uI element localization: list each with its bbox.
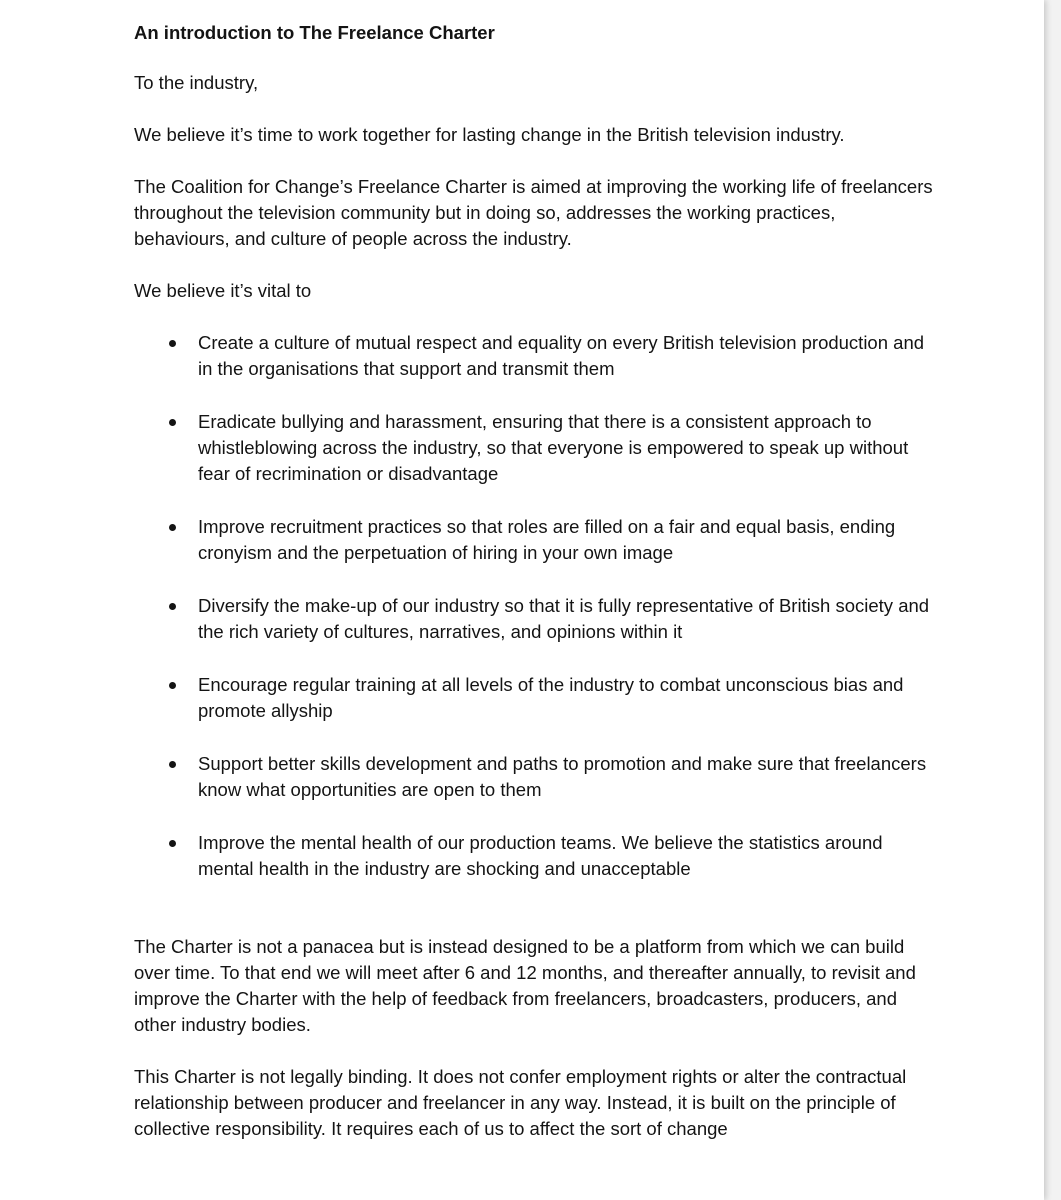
salutation: To the industry, [134,72,259,93]
bullet-icon [169,603,176,610]
list-item-text: Improve recruitment practices so that roles are filled on a fair and equal basis, ending cronyism and the perpetuation of hiring in your own image [198,516,896,563]
legal-paragraph: This Charter is not legally binding. It does not confer employment rights or alter the contractual relationship between producer and freelancer in any way. Instead, it is built on the principle of collective responsibility. It requires each of us to affect the sort of change [134,1066,907,1139]
vital-intro: We believe it’s vital to [134,280,312,301]
bullet-icon [169,840,176,847]
list-item [134,593,934,645]
list-item-text: Encourage regular training at all levels of the industry to combat unconscious bias and promote allyship [198,674,904,721]
list-item-text: Support better skills development and paths to promotion and make sure that freelancers know what opportunities are open to them [198,753,927,800]
principles-list [134,330,934,882]
document-content [134,20,934,1168]
bullet-icon [169,340,176,347]
list-item [134,751,934,803]
panacea-paragraph: The Charter is not a panacea but is instead designed to be a platform from which we can build over time. To that end we will meet after 6 and 12 months, and thereafter annually, to revisit and improve the Charter with the help of feedback from freelancers, broadcasters, producers, and other industry bodies. [134,936,916,1035]
list-item [134,514,934,566]
list-item [134,672,934,724]
list-item-text: Diversify the make-up of our industry so that it is fully representative of British society and the rich variety of cultures, narratives, and opinions within it [198,595,930,642]
bullet-icon [169,524,176,531]
list-item-text: Improve the mental health of our production teams. We believe the statistics around mental health in the industry are shocking and unacceptable [198,832,883,879]
bullet-icon [169,682,176,689]
list-item [134,409,934,487]
bullet-icon [169,419,176,426]
list-item [134,830,934,882]
list-item-text: Eradicate bullying and harassment, ensuring that there is a consistent approach to whistleblowing across the industry, so that everyone is empowered to speak up without fear of recrimination or disadvantage [198,411,909,484]
bullet-icon [169,761,176,768]
list-item-text: Create a culture of mutual respect and equality on every British television production and in the organisations that support and transmit them [198,332,925,379]
intro-paragraph: We believe it’s time to work together for lasting change in the British television industry. [134,124,845,145]
list-item [134,330,934,382]
document-title: An introduction to The Freelance Charter [134,22,495,43]
charter-aim-paragraph: The Coalition for Change’s Freelance Charter is aimed at improving the working life of freelancers throughout the television community but in doing so, addresses the working practices, behaviours, and culture of people across the industry. [134,176,933,249]
